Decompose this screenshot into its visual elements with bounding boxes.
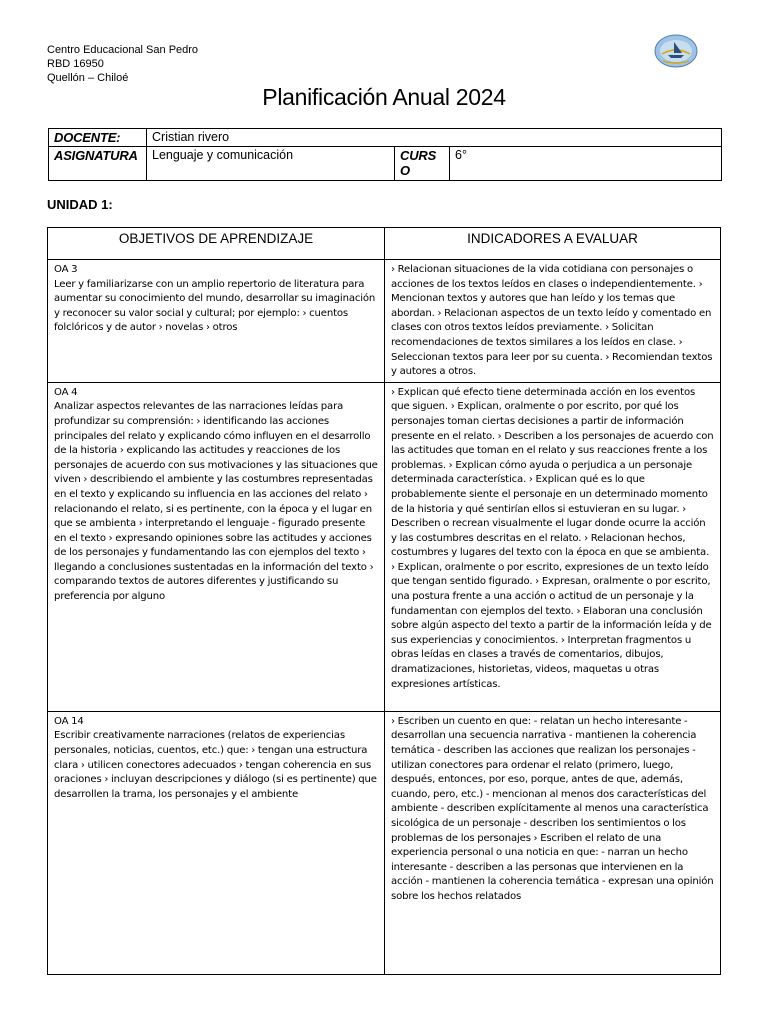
indicators-cell: › Relacionan situaciones de la vida cotidiana con personajes o acciones de los textos leídos en clases o independientemente. › Mencionan textos y autores que han leído y los temas que abordan. › Relacionan aspectos de un texto leído y comentado en clases con otros textos leídos previamente. › Solicitan recomendaciones de textos similares a los leídos en clase. › Seleccionan textos para leer por su cuenta. › Recomiendan textos y autores a otros. — [385, 260, 721, 383]
oa-code: OA 4 — [54, 386, 78, 398]
objectives-table — [47, 227, 721, 975]
col-header-indicadores: INDICADORES A EVALUAR — [385, 228, 721, 260]
table-row — [48, 260, 721, 383]
oa-code: OA 14 — [54, 715, 84, 727]
col-header-objetivos: OBJETIVOS DE APRENDIZAJE — [48, 228, 385, 260]
table-header-row — [48, 228, 721, 260]
school-header — [47, 43, 198, 85]
curso-value: 6° — [450, 147, 722, 181]
oa-objective-text: Analizar aspectos relevantes de las narraciones leídas para profundizar su comprensión: › identificando las acciones principales del relato y explicando cómo influyen en el desarrollo de la historia › explicando las actitudes y reacciones de los personajes de acuerdo con sus motivaciones y las situaciones que viven › describiendo el ambiente y las costumbres representadas en el texto y explicando su influencia en las acciones del relato › relacionando el relato, si es pertinente, con la época y el lugar en que se ambienta › interpretando el lenguaje - figurado presente en el texto › expresando opiniones sobre las actitudes y acciones de los personajes y fundamentando las con ejemplos del texto › llegando a conclusiones sustentadas en la información del texto › comparando textos de autores diferentes y justificando su preferencia por alguno — [54, 401, 378, 603]
curso-label: CURSO — [395, 147, 450, 181]
table-row — [48, 711, 721, 974]
oa-objective-text: Escribir creativamente narraciones (relatos de experiencias personales, noticias, cuentos, etc.) que: › tengan una estructura clara › utilicen conectores adecuados › tengan coherencia en sus oraciones › incluyan descripciones y diálogo (si es pertinente) que desarrollen la trama, los personajes y el ambiente — [54, 730, 377, 800]
oa-code: OA 3 — [54, 264, 78, 275]
table-row — [48, 382, 721, 711]
indicators-cell: › Explican qué efecto tiene determinada acción en los eventos que siguen. › Explican, oralmente o por escrito, por qué los personajes toman ciertas decisiones a partir de información presente en el relato. › Describen a los personajes de acuerdo con las actitudes que toman en el relato y sus reacciones frente a los problemas. › Explican cómo ayuda o perjudica a un personaje determinada característica. › Explican qué es lo que probablemente siente el personaje en un determinado momento de la historia y qué sentirían ellos si estuvieran en su lugar. › Describen o recrean visualmente el lugar donde ocurre la acción y las costumbres descritas en el relato. › Relacionan hechos, costumbres y lugares del texto con la época en que se ambienta. › Explican, oralmente o por escrito, expresiones de un texto leído que tengan sentido figurado. › Expresan, oralmente o por escrito, una postura frente a una acción o actitud de un personaje y la fundamentan con ejemplos del texto. › Elaboran una conclusión sobre algún aspecto del texto a partir de la información leída y de sus experiencias y conocimientos. › Interpretan fragmentos u obras leídas en clases a través de comentarios, dibujos, dramatizaciones, historietas, videos, maquetas u otras expresiones artísticas. — [385, 382, 721, 711]
docente-value: Cristian rivero — [147, 129, 722, 147]
objective-cell — [48, 382, 385, 711]
asignatura-value: Lenguaje y comunicación — [147, 147, 395, 181]
page-title: Planificación Anual 2024 — [262, 84, 506, 110]
asignatura-label: ASIGNATURA — [49, 147, 147, 181]
oa-objective-text: Leer y familiarizarse con un amplio repertorio de literatura para aumentar su conocimiento del mundo, desarrollar su imaginación y reconocer su valor social y cultural; por ejemplo: › cuentos folclóricos y de autor › novelas › otros — [54, 278, 376, 334]
info-table — [48, 128, 722, 181]
indicators-cell: › Escriben un cuento en que: - relatan un hecho interesante - desarrollan una secuencia narrativa - mantienen la coherencia temática - describen las acciones que realizan los personajes - utilizan conectores para ordenar el relato (primero, luego, después, entonces, por eso, porque, antes de que, además, cuando, pero, etc.) - mencionan al menos dos características del ambiente - describen explícitamente al menos una característica sicológica de un personaje - describen los sentimientos o los problemas de los personajes › Escriben el relato de una experiencia personal o una noticia en que: - narran un hecho interesante - describen a las personas que intervienen en la acción - mantienen la coherencia temática - expresan una opinión sobre los hechos relatados — [385, 711, 721, 974]
school-rbd: RBD 16950 — [47, 58, 104, 70]
objective-cell — [48, 260, 385, 383]
docente-label: DOCENTE: — [49, 129, 147, 147]
school-name: Centro Educacional San Pedro — [47, 44, 199, 56]
unit-heading: UNIDAD 1: — [47, 197, 113, 212]
school-crest-icon — [654, 34, 698, 68]
school-location: Quellón – Chiloé — [47, 72, 129, 84]
objective-cell — [48, 711, 385, 974]
